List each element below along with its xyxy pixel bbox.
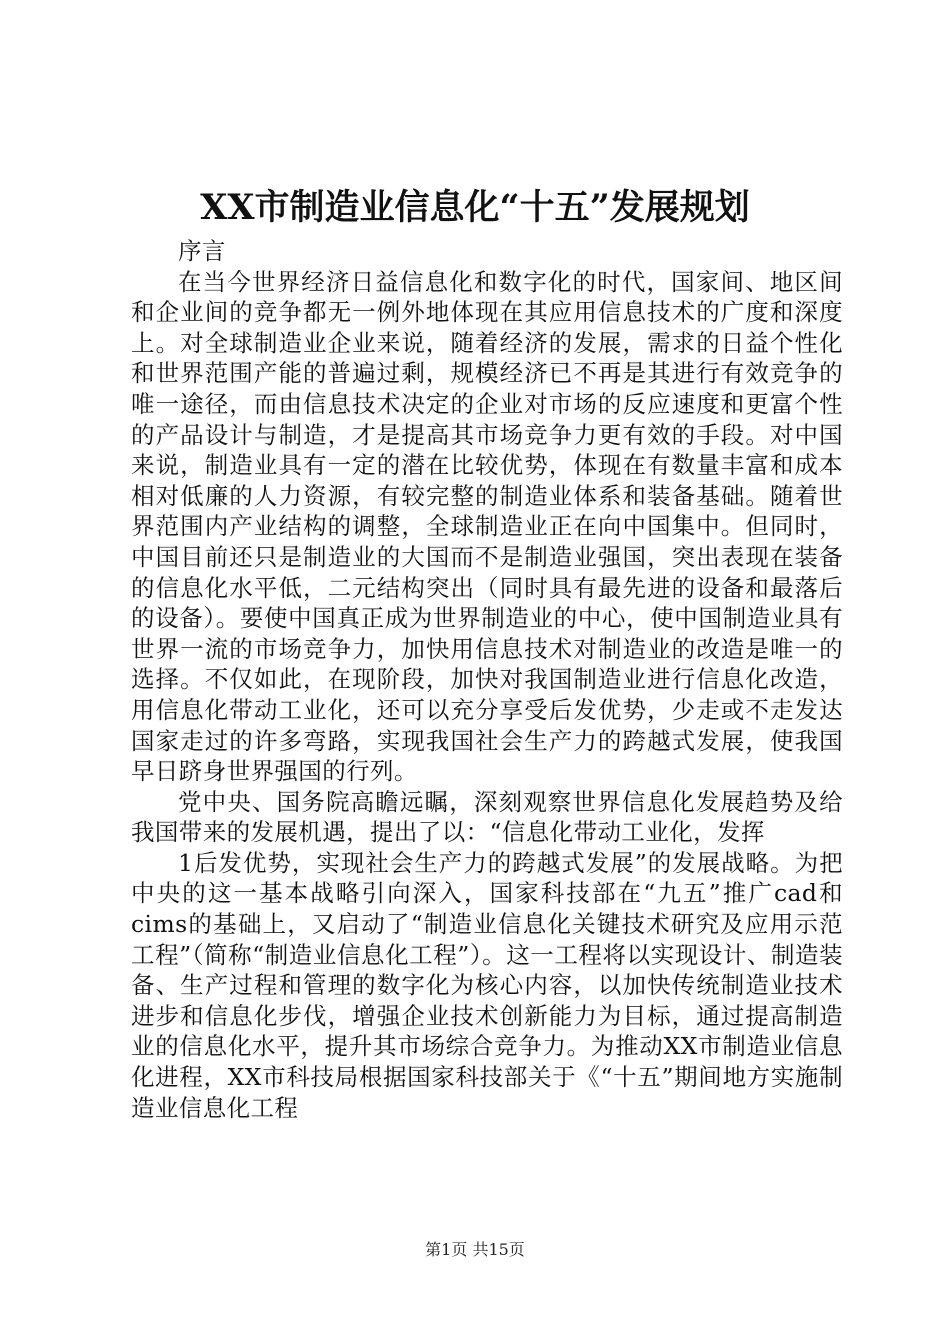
paragraph: 党中央、国务院高瞻远瞩，深刻观察世界信息化发展趋势及给我国带来的发展机遇，提出了以：“信息化带动工业化，发挥 — [131, 787, 843, 847]
paragraph: 在当今世界经济日益信息化和数字化的时代，国家间、地区间和企业间的竞争都无一例外地体现在其应用信息技术的广度和深度上。对全球制造业企业来说，随着经济的发展，需求的日益个性化和世界范围产能的普遍过剩，规模经济已不再是其进行有效竞争的唯一途径，而由信息技术决定的企业对市场的反应速度和更富个性的产品设计与制造，才是提高其市场竞争力更有效的手段。对中国来说，制造业具有一定的潜在比较优势，体现在有数量丰富和成本相对低廉的人力资源，有较完整的制造业体系和装备基础。随着世界范围内产业结构的调整，全球制造业正在向中国集中。但同时，中国目前还只是制造业的大国而不是制造业强国，突出表现在装备的信息化水平低，二元结构突出（同时具有最先进的设备和最落后的设备）。要使中国真正成为世界制造业的中心，使中国制造业具有世界一流的市场竞争力，加快用信息技术对制造业的改造是唯一的选择。不仅如此，在现阶段，加快对我国制造业进行信息化改造，用信息化带动工业化，还可以充分享受后发优势，少走或不走发达国家走过的许多弯路，实现我国社会生产力的跨越式发展，使我国早日跻身世界强国的行列。 — [131, 267, 843, 786]
paragraph: 1后发优势，实现社会生产力的跨越式发展”的发展战略。为把中央的这一基本战略引向深入，国家科技部在“九五”推广cad和cims的基础上，又启动了“制造业信息化关键技术研究及应用示范工程”（简称“制造业信息化工程”）。这一工程将以实现设计、制造装备、生产过程和管理的数字化为核心内容，以加快传统制造业技术进步和信息化步伐，增强企业技术创新能力为目标，通过提高制造业的信息化水平，提升其市场综合竞争力。为推动XX市制造业信息化进程，XX市科技局根据国家科技部关于《“十五”期间地方实施制造业信息化工程 — [131, 848, 843, 1122]
document-title: XX市制造业信息化“十五”发展规划 — [200, 187, 750, 228]
page-footer: 第1页 共15页 — [425, 1240, 525, 1259]
section-heading-preface: 序言 — [178, 237, 226, 265]
document-body — [131, 236, 843, 1123]
